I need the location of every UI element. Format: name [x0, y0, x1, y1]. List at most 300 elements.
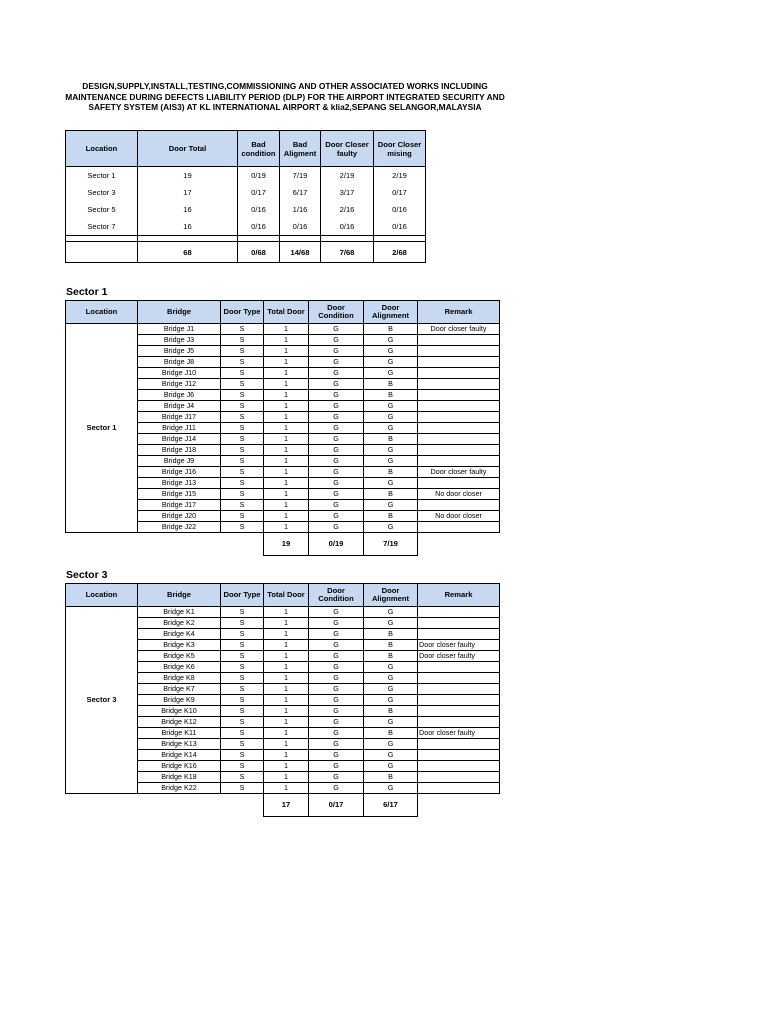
summary-table [65, 130, 426, 263]
sector-1-table [65, 300, 500, 556]
table-cell: G [364, 750, 418, 761]
table-cell: 1 [264, 357, 309, 368]
summary-cell: 0/16 [280, 218, 321, 236]
summary-cell: Sector 1 [66, 167, 138, 185]
table-cell: Bridge K1 [138, 607, 221, 618]
summary-total-cell [66, 242, 138, 263]
total-blank-cell [138, 794, 221, 817]
table-cell: S [221, 684, 264, 695]
table-cell: Bridge J3 [138, 335, 221, 346]
table-cell: 1 [264, 368, 309, 379]
table-row [66, 324, 500, 335]
table-cell: B [364, 640, 418, 651]
total-blank-cell [418, 794, 500, 817]
remark-cell [418, 445, 500, 456]
remark-cell [418, 717, 500, 728]
table-cell: S [221, 324, 264, 335]
summary-row [66, 201, 426, 218]
remark-cell [418, 500, 500, 511]
table-cell: B [364, 706, 418, 717]
table-cell: Bridge K11 [138, 728, 221, 739]
table-cell: 1 [264, 489, 309, 500]
remark-cell [418, 379, 500, 390]
sector3-total-cell: 0/17 [309, 794, 364, 817]
table-cell: G [364, 335, 418, 346]
table-cell: Bridge J17 [138, 412, 221, 423]
table-cell: G [364, 684, 418, 695]
table-cell: G [309, 456, 364, 467]
total-blank-cell [418, 533, 500, 556]
table-cell: G [364, 695, 418, 706]
table-cell: Bridge J20 [138, 511, 221, 522]
table-cell: B [364, 467, 418, 478]
table-cell: G [309, 618, 364, 629]
document-title: DESIGN,SUPPLY,INSTALL,TESTING,COMMISSIONING AND OTHER ASSOCIATED WORKS INCLUDING MAINTENANCE DURING DEFECTS LIABILITY PERIOD (DLP) FOR THE AIRPORT INTEGRATED SECURITY AND SAFETY SYSTEM (AIS3) AT KL INTERNATIONAL AIRPORT & klia2,SEPANG SELANGOR,MALAYSIA [65, 81, 505, 112]
table-cell: 1 [264, 478, 309, 489]
table-cell: Bridge J4 [138, 401, 221, 412]
table-cell: G [364, 607, 418, 618]
remark-cell [418, 772, 500, 783]
table-cell: S [221, 357, 264, 368]
sector1-header-cell: Bridge [138, 301, 221, 324]
table-cell: Bridge K12 [138, 717, 221, 728]
table-cell: G [309, 673, 364, 684]
summary-total-cell: 2/68 [374, 242, 426, 263]
summary-cell: 16 [138, 201, 238, 218]
table-cell: Bridge K10 [138, 706, 221, 717]
table-cell: 1 [264, 651, 309, 662]
sector-3-body [66, 607, 500, 817]
table-cell: B [364, 629, 418, 640]
table-cell: G [364, 739, 418, 750]
table-cell: G [309, 684, 364, 695]
table-cell: S [221, 423, 264, 434]
table-cell: G [309, 346, 364, 357]
summary-cell: 19 [138, 167, 238, 185]
table-cell: G [364, 357, 418, 368]
summary-header-closer-missing: Door Closer mising [374, 131, 426, 167]
remark-cell [418, 662, 500, 673]
table-cell: S [221, 456, 264, 467]
table-cell: S [221, 379, 264, 390]
table-cell: 1 [264, 662, 309, 673]
table-cell: S [221, 750, 264, 761]
table-cell: B [364, 390, 418, 401]
table-cell: G [309, 445, 364, 456]
table-cell: G [364, 445, 418, 456]
table-cell: 1 [264, 335, 309, 346]
sector3-header-cell: Door Type [221, 584, 264, 607]
table-cell: G [309, 335, 364, 346]
table-cell: G [309, 401, 364, 412]
table-cell: S [221, 761, 264, 772]
table-cell: Bridge J6 [138, 390, 221, 401]
sector-3-header-row [66, 584, 500, 607]
table-cell: S [221, 500, 264, 511]
table-cell: G [309, 761, 364, 772]
table-cell: G [309, 412, 364, 423]
table-cell: S [221, 511, 264, 522]
table-cell: G [309, 467, 364, 478]
table-cell: G [309, 434, 364, 445]
table-cell: G [364, 618, 418, 629]
table-cell: 1 [264, 522, 309, 533]
table-cell: 1 [264, 445, 309, 456]
remark-cell [418, 335, 500, 346]
table-cell: S [221, 434, 264, 445]
sector1-total-cell: 7/19 [364, 533, 418, 556]
table-cell: 1 [264, 728, 309, 739]
remark-cell: Door closer faulty [418, 728, 500, 739]
table-cell: 1 [264, 401, 309, 412]
table-cell: 1 [264, 673, 309, 684]
table-cell: G [364, 423, 418, 434]
sector-3-table [65, 583, 500, 817]
table-cell: Bridge K2 [138, 618, 221, 629]
table-cell: S [221, 706, 264, 717]
remark-cell [418, 478, 500, 489]
table-cell: 1 [264, 750, 309, 761]
table-cell: Bridge J8 [138, 357, 221, 368]
table-cell: G [364, 673, 418, 684]
remark-cell [418, 761, 500, 772]
summary-header-closer-faulty: Door Closer faulty [321, 131, 374, 167]
table-cell: S [221, 368, 264, 379]
summary-cell: 0/16 [321, 218, 374, 236]
table-cell: G [364, 783, 418, 794]
table-row [66, 607, 500, 618]
remark-cell [418, 629, 500, 640]
table-cell: Bridge J22 [138, 522, 221, 533]
table-cell: 1 [264, 684, 309, 695]
sector1-header-cell: Door Type [221, 301, 264, 324]
summary-cell: 0/16 [374, 201, 426, 218]
table-cell: G [309, 478, 364, 489]
sector1-header-cell: Remark [418, 301, 500, 324]
summary-cell: 0/16 [238, 201, 280, 218]
table-cell: Bridge J12 [138, 379, 221, 390]
table-cell: S [221, 728, 264, 739]
remark-cell [418, 684, 500, 695]
sector3-header-cell: Bridge [138, 584, 221, 607]
table-cell: 1 [264, 695, 309, 706]
remark-cell [418, 368, 500, 379]
table-cell: G [364, 761, 418, 772]
table-cell: 1 [264, 500, 309, 511]
table-cell: Bridge J14 [138, 434, 221, 445]
summary-cell: 0/17 [374, 184, 426, 201]
table-cell: Bridge K7 [138, 684, 221, 695]
sector3-header-cell: Door Alignment [364, 584, 418, 607]
table-cell: G [364, 368, 418, 379]
sector-1-body [66, 324, 500, 556]
sector3-header-cell: Remark [418, 584, 500, 607]
sector-3-heading: Sector 3 [66, 569, 108, 581]
remark-cell [418, 401, 500, 412]
sector3-location-cell: Sector 3 [66, 607, 138, 794]
total-blank-cell [66, 794, 138, 817]
sector1-total-row [66, 533, 500, 556]
table-cell: S [221, 478, 264, 489]
table-cell: Bridge J10 [138, 368, 221, 379]
table-cell: 1 [264, 629, 309, 640]
table-cell: 1 [264, 423, 309, 434]
table-cell: 1 [264, 640, 309, 651]
table-cell: Bridge K9 [138, 695, 221, 706]
total-blank-cell [221, 794, 264, 817]
table-cell: S [221, 640, 264, 651]
table-cell: G [309, 423, 364, 434]
total-blank-cell [138, 533, 221, 556]
summary-total-cell: 0/68 [238, 242, 280, 263]
sector3-total-row [66, 794, 500, 817]
table-cell: 1 [264, 390, 309, 401]
remark-cell [418, 456, 500, 467]
sector3-total-cell: 6/17 [364, 794, 418, 817]
table-cell: B [364, 379, 418, 390]
table-cell: 1 [264, 324, 309, 335]
table-cell: Bridge J18 [138, 445, 221, 456]
table-cell: S [221, 618, 264, 629]
table-cell: G [364, 662, 418, 673]
table-cell: 1 [264, 467, 309, 478]
sector-1-heading: Sector 1 [66, 286, 108, 298]
summary-cell: 2/19 [321, 167, 374, 185]
table-cell: S [221, 445, 264, 456]
table-cell: S [221, 489, 264, 500]
remark-cell [418, 783, 500, 794]
summary-cell: 2/19 [374, 167, 426, 185]
remark-cell [418, 618, 500, 629]
table-cell: Bridge J13 [138, 478, 221, 489]
summary-total-row [66, 242, 426, 263]
table-cell: 1 [264, 761, 309, 772]
sector1-header-cell: Door Alignment [364, 301, 418, 324]
table-cell: B [364, 511, 418, 522]
table-cell: S [221, 662, 264, 673]
remark-cell: Door closer faulty [418, 324, 500, 335]
table-cell: S [221, 607, 264, 618]
table-cell: S [221, 390, 264, 401]
summary-header-bad-condition: Bad condition [238, 131, 280, 167]
table-cell: S [221, 412, 264, 423]
table-cell: G [364, 346, 418, 357]
table-cell: 1 [264, 739, 309, 750]
summary-cell: 1/16 [280, 201, 321, 218]
table-cell: Bridge J5 [138, 346, 221, 357]
table-cell: S [221, 401, 264, 412]
summary-cell: Sector 5 [66, 201, 138, 218]
sector1-header-cell: Location [66, 301, 138, 324]
summary-cell: 16 [138, 218, 238, 236]
sector3-header-cell: Total Door [264, 584, 309, 607]
table-cell: G [309, 324, 364, 335]
summary-cell: 0/16 [238, 218, 280, 236]
summary-cell: Sector 7 [66, 218, 138, 236]
sector1-total-cell: 19 [264, 533, 309, 556]
remark-cell: Door closer faulty [418, 651, 500, 662]
table-cell: 1 [264, 783, 309, 794]
remark-cell [418, 739, 500, 750]
summary-cell: 6/17 [280, 184, 321, 201]
remark-cell [418, 434, 500, 445]
table-cell: Bridge J15 [138, 489, 221, 500]
table-cell: 1 [264, 434, 309, 445]
table-cell: G [364, 500, 418, 511]
table-cell: 1 [264, 346, 309, 357]
summary-header-door-total: Door Total [138, 131, 238, 167]
sector-1-header-row [66, 301, 500, 324]
table-cell: 1 [264, 456, 309, 467]
sector3-header-cell: Door Condition [309, 584, 364, 607]
table-cell: B [364, 728, 418, 739]
table-cell: G [309, 783, 364, 794]
remark-cell: No door closer [418, 489, 500, 500]
sector1-total-cell: 0/19 [309, 533, 364, 556]
table-cell: Bridge K6 [138, 662, 221, 673]
table-cell: S [221, 467, 264, 478]
remark-cell [418, 695, 500, 706]
table-cell: G [309, 379, 364, 390]
table-cell: 1 [264, 607, 309, 618]
table-cell: 1 [264, 706, 309, 717]
table-cell: G [309, 772, 364, 783]
table-cell: S [221, 717, 264, 728]
remark-cell [418, 607, 500, 618]
table-cell: G [309, 706, 364, 717]
table-cell: 1 [264, 717, 309, 728]
table-cell: G [309, 390, 364, 401]
table-cell: B [364, 434, 418, 445]
table-cell: G [364, 478, 418, 489]
remark-cell: Door closer faulty [418, 640, 500, 651]
table-cell: B [364, 324, 418, 335]
remark-cell: No door closer [418, 511, 500, 522]
table-cell: G [309, 695, 364, 706]
table-cell: Bridge K14 [138, 750, 221, 761]
table-cell: G [309, 489, 364, 500]
sector3-header-cell: Location [66, 584, 138, 607]
table-cell: Bridge K18 [138, 772, 221, 783]
summary-total-cell: 14/68 [280, 242, 321, 263]
sector3-total-cell: 17 [264, 794, 309, 817]
table-cell: S [221, 783, 264, 794]
summary-body [66, 167, 426, 263]
table-cell: G [364, 412, 418, 423]
table-cell: S [221, 335, 264, 346]
table-cell: G [364, 522, 418, 533]
table-cell: Bridge K5 [138, 651, 221, 662]
summary-total-cell: 68 [138, 242, 238, 263]
total-blank-cell [66, 533, 138, 556]
summary-total-cell: 7/68 [321, 242, 374, 263]
table-cell: S [221, 346, 264, 357]
remark-cell [418, 357, 500, 368]
table-cell: S [221, 673, 264, 684]
remark-cell [418, 673, 500, 684]
summary-cell: 0/16 [374, 218, 426, 236]
table-cell: G [364, 456, 418, 467]
summary-cell: 0/17 [238, 184, 280, 201]
table-cell: S [221, 772, 264, 783]
remark-cell: Door closer faulty [418, 467, 500, 478]
table-cell: Bridge J1 [138, 324, 221, 335]
summary-row [66, 167, 426, 185]
table-cell: 1 [264, 511, 309, 522]
remark-cell [418, 522, 500, 533]
summary-header-bad-alignment: Bad Aligment [280, 131, 321, 167]
table-cell: G [309, 640, 364, 651]
summary-cell: 0/19 [238, 167, 280, 185]
table-cell: B [364, 489, 418, 500]
table-cell: S [221, 522, 264, 533]
table-cell: G [309, 651, 364, 662]
table-cell: S [221, 739, 264, 750]
table-cell: S [221, 695, 264, 706]
summary-row [66, 184, 426, 201]
table-cell: G [309, 739, 364, 750]
summary-cell: 17 [138, 184, 238, 201]
table-cell: G [309, 368, 364, 379]
table-cell: Bridge J9 [138, 456, 221, 467]
table-cell: Bridge J11 [138, 423, 221, 434]
remark-cell [418, 750, 500, 761]
table-cell: Bridge J17 [138, 500, 221, 511]
table-cell: S [221, 629, 264, 640]
table-cell: Bridge K13 [138, 739, 221, 750]
table-cell: G [309, 728, 364, 739]
summary-header-row [66, 131, 426, 167]
table-cell: Bridge J16 [138, 467, 221, 478]
table-cell: G [309, 662, 364, 673]
remark-cell [418, 346, 500, 357]
summary-row [66, 218, 426, 236]
sector1-header-cell: Door Condition [309, 301, 364, 324]
table-cell: Bridge K4 [138, 629, 221, 640]
table-cell: G [309, 750, 364, 761]
table-cell: G [309, 607, 364, 618]
table-cell: 1 [264, 379, 309, 390]
table-cell: 1 [264, 618, 309, 629]
table-cell: G [364, 401, 418, 412]
table-cell: B [364, 772, 418, 783]
remark-cell [418, 390, 500, 401]
table-cell: G [309, 500, 364, 511]
remark-cell [418, 412, 500, 423]
summary-cell: Sector 3 [66, 184, 138, 201]
table-cell: G [309, 357, 364, 368]
sector1-header-cell: Total Door [264, 301, 309, 324]
summary-cell: 2/16 [321, 201, 374, 218]
table-cell: G [309, 522, 364, 533]
table-cell: 1 [264, 412, 309, 423]
sector1-location-cell: Sector 1 [66, 324, 138, 533]
table-cell: 1 [264, 772, 309, 783]
table-cell: G [309, 717, 364, 728]
remark-cell [418, 706, 500, 717]
summary-header-location: Location [66, 131, 138, 167]
table-cell: Bridge K16 [138, 761, 221, 772]
table-cell: G [364, 717, 418, 728]
table-cell: S [221, 651, 264, 662]
table-cell: G [309, 629, 364, 640]
table-cell: B [364, 651, 418, 662]
remark-cell [418, 423, 500, 434]
table-cell: Bridge K22 [138, 783, 221, 794]
table-cell: G [309, 511, 364, 522]
summary-cell: 7/19 [280, 167, 321, 185]
table-cell: Bridge K8 [138, 673, 221, 684]
